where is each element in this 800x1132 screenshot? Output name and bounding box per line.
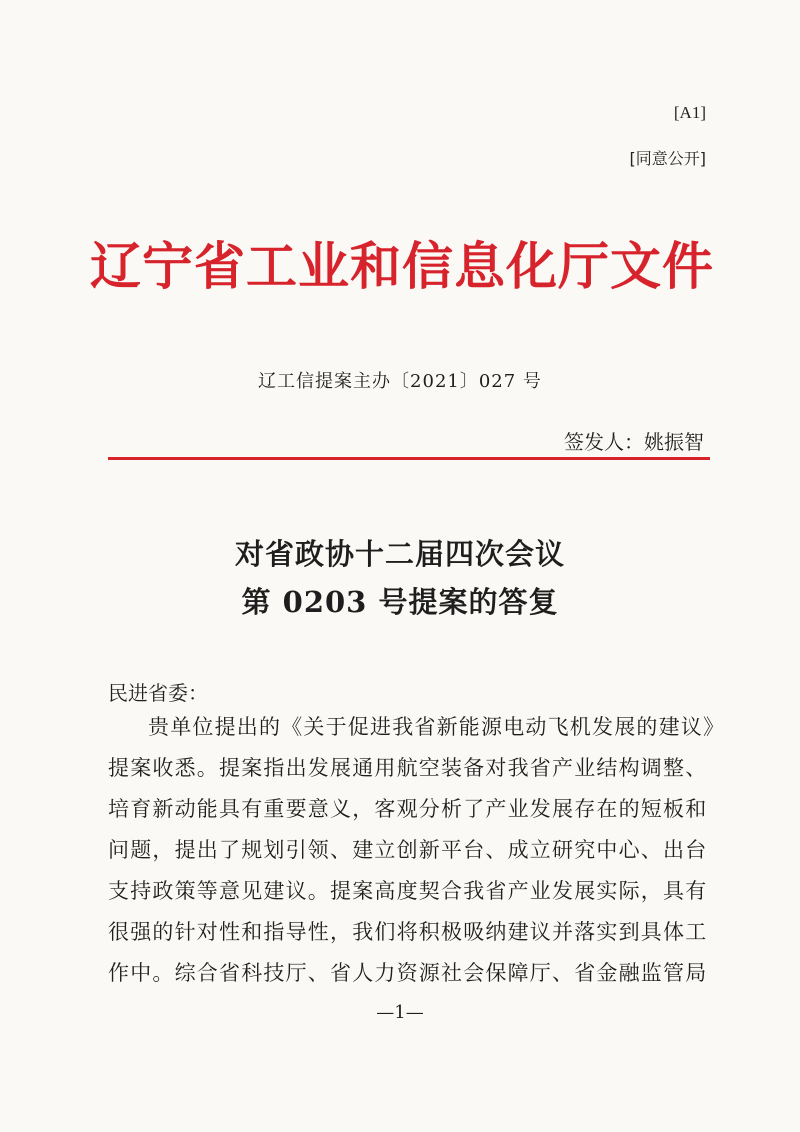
body-line: 培育新动能具有重要意义，客观分析了产业发展存在的短板和 (108, 797, 708, 821)
body-line: 作中。综合省科技厅、省人力资源社会保障厅、省金融监管局 (108, 961, 708, 985)
body-line: 贵单位提出的《关于促进我省新能源电动飞机发展的建议》 (148, 715, 726, 739)
body-line: 支持政策等意见建议。提案高度契合我省产业发展实际，具有 (108, 879, 708, 903)
red-divider (108, 457, 710, 460)
reply-title-line-1: 对省政协十二届四次会议 (234, 537, 565, 571)
signer: 签发人：姚振智 (564, 430, 704, 454)
org-title: 辽宁省工业和信息化厅文件 (90, 238, 715, 297)
body-line: 提案收悉。提案指出发展通用航空装备对我省产业结构调整、 (108, 756, 708, 780)
body-line: 很强的针对性和指导性，我们将积极吸纳建议并落实到具体工 (108, 920, 708, 944)
page-number: —1— (376, 1002, 424, 1023)
disclosure-tag: [同意公开] (629, 149, 706, 168)
salutation: 民进省委： (108, 681, 208, 705)
level-tag: [A1] (673, 103, 706, 122)
document-number: 辽工信提案主办〔2021〕027 号 (258, 371, 542, 392)
body-line: 问题，提出了规划引领、建立创新平台、成立研究中心、出台 (108, 838, 708, 862)
reply-title-line-2: 第 0203 号提案的答复 (241, 585, 559, 619)
